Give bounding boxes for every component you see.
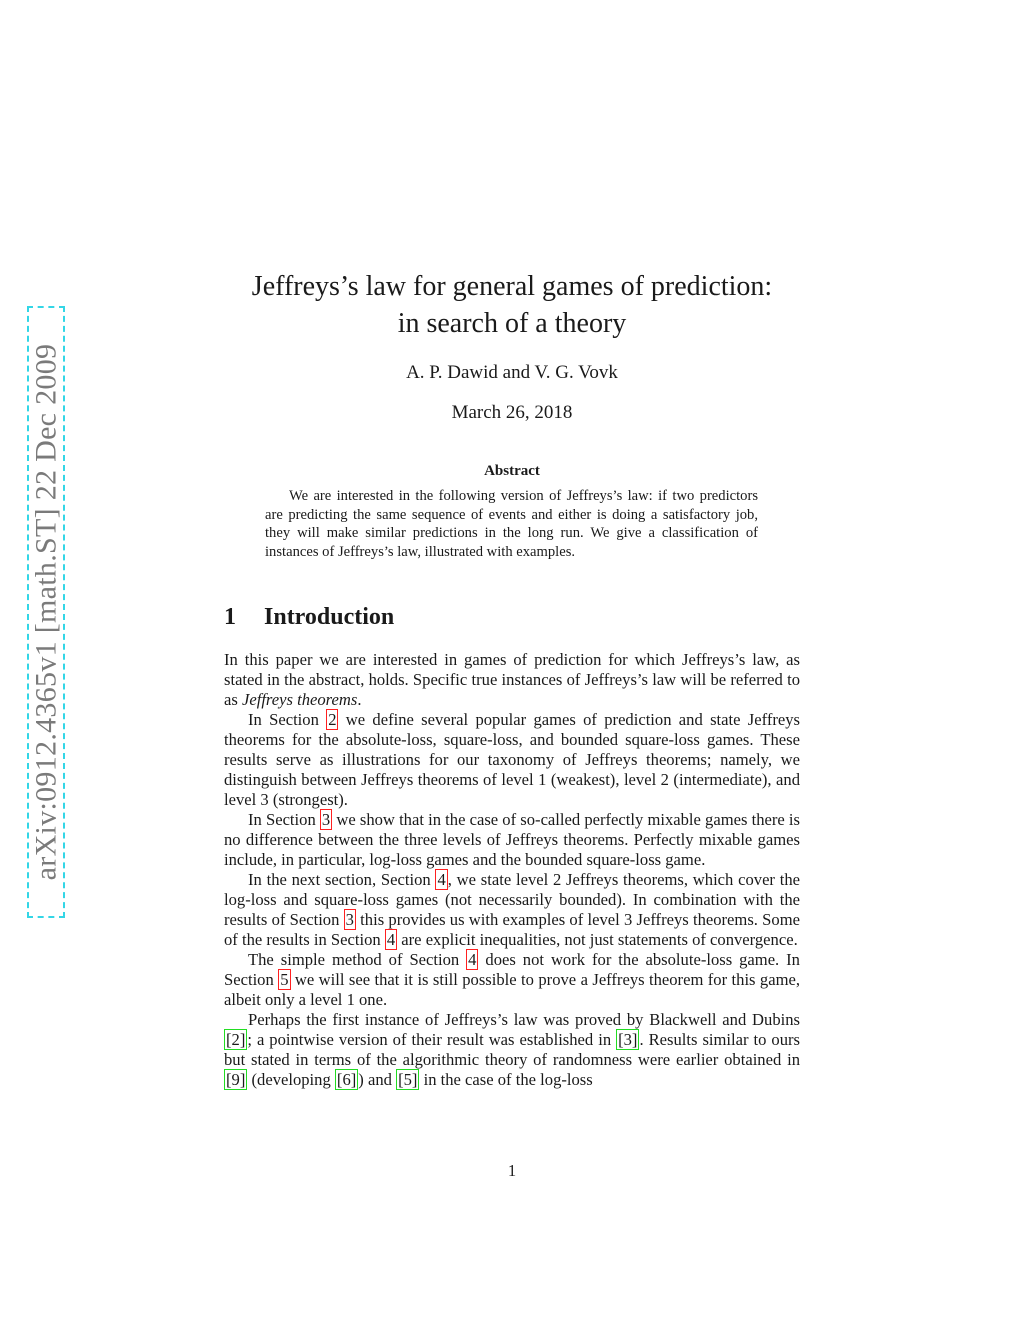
paragraph-5: [224, 950, 800, 1010]
arxiv-identifier-text: arXiv:0912.4365v1 [math.ST] 22 Dec 2009: [29, 343, 62, 881]
text-run: does not work for the absolute-loss game. In Section: [224, 950, 800, 989]
citation-link-9[interactable]: [9]: [226, 1070, 246, 1089]
text-run: ; a pointwise version of their result was established in: [247, 1030, 617, 1049]
text-run: ) and: [358, 1070, 397, 1089]
section-link-3[interactable]: 3: [321, 810, 331, 829]
text-run: . Results similar to ours but stated in terms of the algorithmic theory of randomness were earlier obtained in: [224, 1030, 800, 1069]
text-run: we will see that it is still possible to prove a Jeffreys theorem for this game, albeit only a level 1 one.: [224, 970, 801, 1009]
text-run: in the case of the log-loss: [419, 1070, 593, 1089]
text-run: .: [357, 690, 362, 709]
text-run: In Section: [248, 710, 327, 729]
paragraph-6: [224, 1010, 800, 1090]
paragraph-2: [224, 710, 800, 810]
citation-link-2[interactable]: [2]: [226, 1030, 246, 1049]
paper-title: [0, 268, 1024, 342]
arxiv-identifier-stamp: [27, 306, 65, 918]
section-link-3[interactable]: 3: [345, 910, 354, 929]
text-run: (developing: [247, 1070, 335, 1089]
text-run: are explicit inequalities, not just statements of convergence.: [397, 930, 798, 949]
paragraph-3: [224, 810, 800, 870]
text-run: we show that in the case of so-called perfectly mixable games there is no difference between the three levels of Jeffreys theorems. Perfectly mixable games include, in particular, log-loss games and the bounded square-loss game.: [224, 810, 800, 869]
section-link-2[interactable]: 2: [328, 710, 337, 729]
text-run: The simple method of Section: [248, 950, 467, 969]
paper-authors: A. P. Dawid and V. G. Vovk: [406, 362, 618, 383]
section-number: 1: [224, 604, 236, 630]
section-link-4[interactable]: 4: [437, 870, 446, 889]
paragraph-1: [224, 650, 800, 710]
page-number: 1: [507, 1161, 517, 1180]
paper-date: March 26, 2018: [451, 402, 573, 423]
section-link-4[interactable]: 4: [468, 950, 477, 969]
text-run: this provides us with examples of level 3 Jeffreys theorems. Some of the results in Section: [224, 910, 800, 949]
paragraph-4: [224, 870, 800, 950]
paper-title-line1: Jeffreys’s law for general games of prediction:: [251, 271, 773, 302]
section-link-4[interactable]: 4: [386, 930, 396, 949]
text-run: Perhaps the first instance of Jeffreys’s law was proved by Blackwell and Dubins: [248, 1010, 800, 1029]
citation-link-3[interactable]: [3]: [618, 1030, 638, 1049]
section-heading: [224, 604, 394, 631]
text-run: we define several popular games of prediction and state Jeffreys theorems for the absolute-loss, square-loss, and bounded square-loss games. These results serve as illustrations for our taxonomy of Jeffreys theorems; namely, we distinguish between Jeffreys theorems of level 1 (weakest), level 2 (intermediate), and level 3 (strongest).: [224, 710, 800, 809]
emphasis-jeffreys-theorems: Jeffreys theorems: [241, 690, 358, 709]
abstract-heading: Abstract: [484, 463, 540, 479]
abstract-text: We are interested in the following version of Jeffreys’s law: if two predictors are predicting the same sequence of events and either is doing a satisfactory job, they will make similar predictions in the long run. We give a classification of instances of Jeffreys’s law, illustrated with examples.: [265, 488, 758, 560]
section-link-5[interactable]: 5: [280, 970, 289, 989]
text-run: In the next section, Section: [248, 870, 436, 889]
paper-title-line2: in search of a theory: [397, 308, 627, 339]
citation-link-6[interactable]: [6]: [336, 1070, 357, 1089]
section-title: Introduction: [264, 604, 395, 630]
text-run: In Section: [248, 810, 320, 829]
section-body: [224, 650, 800, 1090]
citation-link-5[interactable]: [5]: [398, 1070, 418, 1089]
text-run: , we state level 2 Jeffreys theorems, which cover the log-loss and square-loss games (not necessarily bounded). In combination with the results of Section: [224, 870, 800, 929]
text-run: In this paper we are interested in games of prediction for which Jeffreys’s law, as stated in the abstract, holds. Specific true instances of Jeffreys’s law will be referred to as: [224, 650, 800, 709]
